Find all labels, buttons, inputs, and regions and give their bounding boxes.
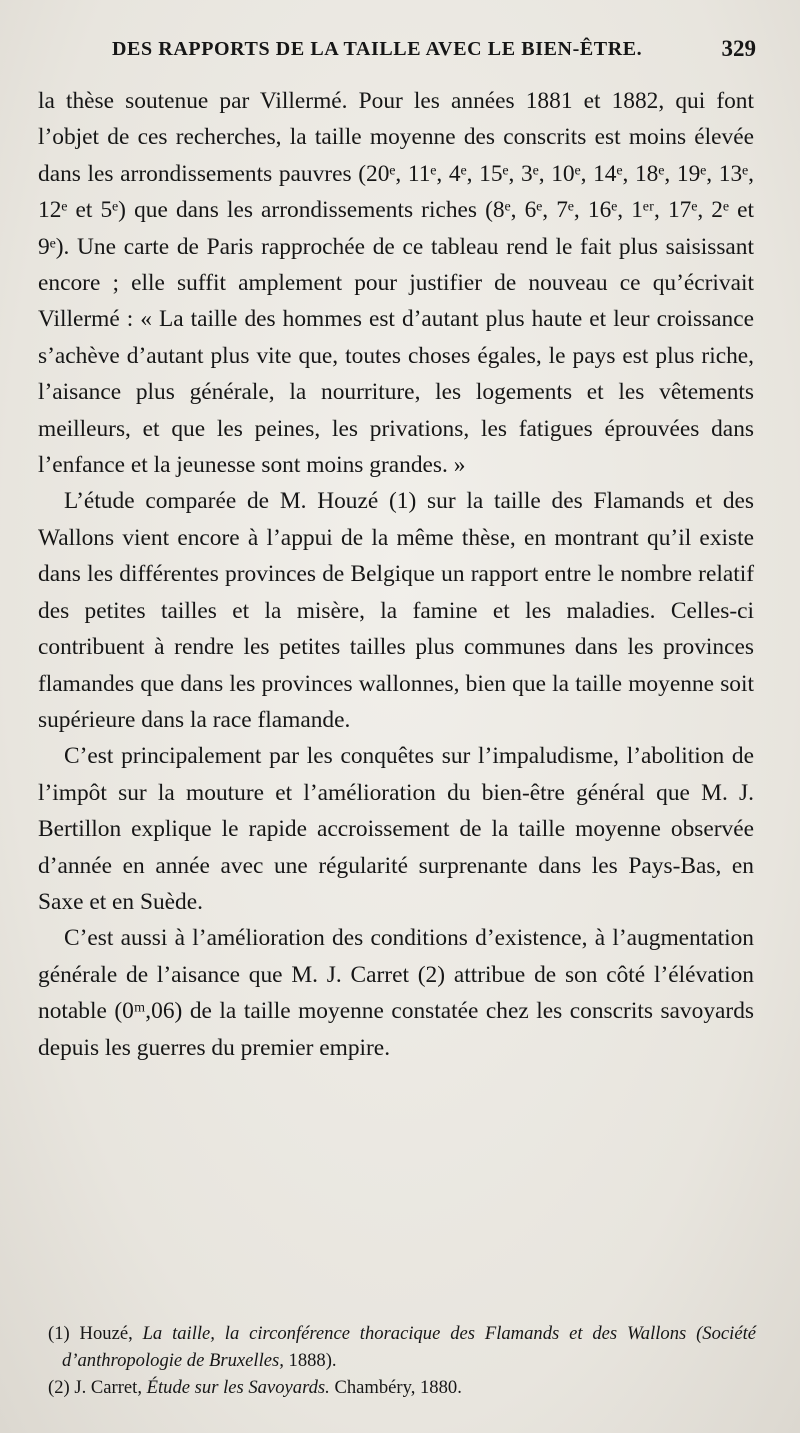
footnote-rest: 1888).	[288, 1350, 337, 1371]
paragraph-4: C’est aussi à l’amélioration des conditions d’existence, à l’augmentation générale de l’aisance que M. J. Carret (2) attribue de son côté l’élévation notable (0ᵐ,06) de la taille moyenne constatée chez les conscrits savoyards depuis les guerres du premier empire.	[38, 925, 754, 1061]
footnote-source: (Société d’anthropologie de Bruxelles,	[62, 1323, 756, 1371]
running-header	[112, 38, 760, 70]
footnotes	[40, 1320, 756, 1401]
body-text	[38, 83, 754, 1066]
footnote-title: La taille, la circonférence thoracique des Flamands et des Wallons	[142, 1323, 687, 1344]
footnote-2	[40, 1374, 756, 1401]
footnote-1	[40, 1320, 756, 1374]
paragraph-2: L’étude comparée de M. Houzé (1) sur la taille des Flamands et des Wallons vient encore à l’appui de la même thèse, en montrant qu’il existe dans les différentes provinces de Belgique un rapport entre le nombre relatif des petites tailles et la misère, la famine et les maladies. Celles-ci contribuent à rendre les petites tailles plus communes dans les provinces flamandes que dans les provinces wallonnes, bien que la taille moyenne soit supérieure dans la race flamande.	[38, 488, 754, 733]
footnote-author: J. Carret,	[74, 1377, 142, 1398]
paragraph-1: la thèse soutenue par Villermé. Pour les années 1881 et 1882, qui font l’objet de ces recherches, la taille moyenne des conscrits est moins élevée dans les arrondissements pauvres (20ᵉ, 11ᵉ, 4ᵉ, 15ᵉ, 3ᵉ, 10ᵉ, 14ᵉ, 18ᵉ, 19ᵉ, 13ᵉ, 12ᵉ et 5ᵉ) que dans les arrondissements riches (8ᵉ, 6ᵉ, 7ᵉ, 16ᵉ, 1ᵉʳ, 17ᵉ, 2ᵉ et 9ᵉ). Une carte de Paris rapprochée de ce tableau rend le fait plus saisissant encore ; elle suffit amplement pour justifier de nouveau ce qu’écrivait Villermé : « La taille des hommes est d’autant plus haute et leur croissance s’achève d’autant plus vite que, toutes choses égales, le pays est plus riche, l’aisance plus générale, la nourriture, les logements et les vêtements meilleurs, et que les peines, les privations, les fatigues éprouvées dans l’enfance et la jeunesse sont moins grandes. »	[38, 88, 754, 479]
page-number: 329	[721, 36, 756, 61]
running-title: DES RAPPORTS DE LA TAILLE AVEC LE BIEN-ÊTRE.	[112, 38, 643, 60]
footnote-rest: Chambéry, 1880.	[334, 1377, 462, 1398]
footnote-marker: (2)	[48, 1377, 70, 1398]
footnote-title: Étude sur les Savoyards.	[146, 1377, 330, 1398]
footnote-marker: (1)	[48, 1323, 70, 1344]
footnote-author: Houzé,	[79, 1323, 133, 1344]
paragraph-3: C’est principalement par les conquêtes sur l’impaludisme, l’abolition de l’impôt sur la mouture et l’amélioration du bien-être général que M. J. Bertillon explique le rapide accroissement de la taille moyenne observée d’année en année avec une régularité surprenante dans les Pays-Bas, en Saxe et en Suède.	[38, 743, 754, 915]
